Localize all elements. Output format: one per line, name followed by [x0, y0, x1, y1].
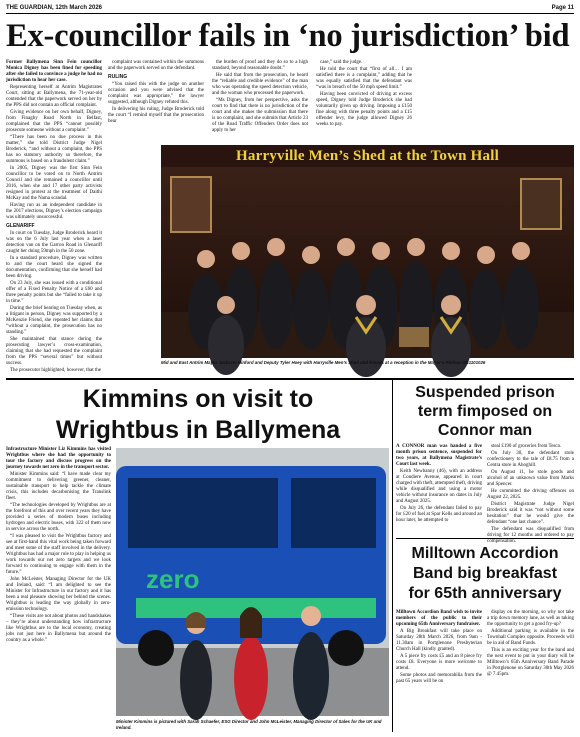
lead-subhead-glenariff: GLENARIFF — [6, 223, 35, 229]
paragraph: A CONNOR man was handed a five month prison sentence, suspended for two years, at Ballymena Magistrate’s Court last week. — [396, 444, 482, 467]
lead-col3-body — [212, 60, 308, 134]
paragraph: Milltown Accordion Band wish to invite members of the public to their upcoming 65th Anniversary fundraiser. — [396, 610, 482, 627]
masthead-paper-date: THE GUARDIAN, 12th March 2026 — [6, 5, 103, 11]
lead-story-col-3 — [212, 60, 308, 142]
paragraph: He told the court that “first of all… I am satisfied there is a complaint,” adding that he was equally satisfied that the defendant was “was in breach of the 50 mph speed limit.” — [316, 67, 412, 90]
paragraph: “These visits are not about photos and handshakes – they’re about understanding how infrastructure like Wrightbus are to the local economy, creating jobs not just here in Ballymena but around the country as a whole.” — [6, 614, 111, 643]
paragraph: In delivering his ruling, Judge Broderick told the court “I remind myself that the prosecution bear — [108, 107, 204, 124]
paragraph: In a standard procedure, Digney was written to and the court heard she signed the documentation, confirming that she herself had been driving. — [6, 256, 102, 279]
connor-story-col-2 — [487, 444, 574, 544]
paragraph: In court on Tuesday, Judge Broderick heard it was on the 6 July last year when a laser detection van on the Garron Road in Glenariff caught her doing 59mph in the 50 zone. — [6, 231, 102, 254]
paragraph: A Big Breakfast will take place on Saturday 28th March 2026, from 9am - 11.30am in Portglenone Presbyterian Church Hall (kindly granted). — [396, 629, 482, 652]
connor-body-2 — [487, 444, 574, 545]
paragraph: Former Ballymena Sinn Fein councillor Monica Digney has been fined for speeding after she failed to convince a judge he had no jurisdiction to hear her case. — [6, 60, 102, 83]
milltown-headline — [396, 544, 574, 604]
milltown-headline-line-1: Milltown Accordion — [411, 545, 559, 562]
paragraph: In 2005, Digney was the first Sinn Fein councillor to be voted on to North Antrim Council and she remained a councillor until 2016, when she and 17 other party activists resigned in protest at the treatment of Daithi McKay and the Nama scandal. — [6, 166, 102, 201]
wrightbus-body — [6, 447, 111, 644]
lead-col1b-body — [6, 231, 102, 374]
paragraph: complaint was contained within the summons and the paperwork served on the defendant. — [108, 60, 204, 71]
paragraph: The defendant was disqualified from driving for 12 months and ordered to pay compensation. — [487, 527, 574, 544]
paragraph: display on the morning, so why not take a trip down memory lane, as well as taking the opportunity to get a good fry-up? — [487, 610, 574, 627]
paragraph: Keith Newbanny (46), with an address at Condiere Avenue, appeared in court charged with theft, attempted theft, driving while disqualified and using a motor vehicle without insurance on dates in July and August 2025. — [396, 469, 482, 504]
paragraph: A 5 piece fry costs £5 and an 8 piece fry costs £8. Everyone is more welcome to attend. — [396, 654, 482, 671]
paragraph: Additional parking is available in the Townhall Complex opposite. Proceeds will be in aid of Band Funds. — [487, 629, 574, 646]
paragraph: District Magistrate Judge Nigel Broderick said it was “not without some hesitation” that he would give the defendant “one last chance”. — [487, 502, 574, 525]
connor-headline-line-3: Connor man — [437, 422, 533, 439]
mens-shed-banner: Harryville Men’s Shed at the Town Hall — [161, 145, 574, 167]
masthead-page-number: Page 11 — [551, 5, 574, 11]
lead-story-col-4 — [316, 60, 412, 142]
paragraph: Minister Kimmins said: “I have made clear my commitment to delivering greener, cleaner, sustainable transport to help tackle the climate crisis, this includes decarbonising the Translink fleet. — [6, 472, 111, 501]
lead-col1-body — [6, 60, 102, 221]
paragraph: “There has been no due process in this matter,” she told District Judge Nigel Broderick, “and without a complaint, the PPS has no statutory authority so therefore, the summons is based on a fraudulent claim.” — [6, 135, 102, 164]
mens-shed-caption: Mid and East Antrim Mayor Jackson Minford and Deputy Tyler Hoey with Harryville Men’s Shed and friends at a reception in the Mayor’s Parlour.GB1101026 — [161, 360, 486, 365]
wrightbus-bus-photo — [116, 448, 389, 716]
lead-col2b-body — [108, 82, 204, 125]
milltown-body-2 — [487, 610, 574, 678]
wrightbus-headline — [6, 384, 390, 446]
connor-headline-line-2: term fimposed on — [417, 403, 553, 420]
mens-shed-group-photo — [161, 167, 574, 358]
paragraph: The prosecutor highlighted, however, that the — [10, 368, 102, 373]
paragraph: case,” said the judge. — [320, 60, 363, 65]
paragraph: steal £190 of groceries from Tesco. — [491, 444, 562, 449]
connor-headline-line-1: Suspended prison — [415, 384, 555, 401]
paragraph: Infrastructure Minister Liz Kimmins has visited Wrightbus where she had the opportunity to tour the factory and discuss progress on the journey towards net zero in the transport sector. — [6, 447, 111, 470]
connor-story-col-1 — [396, 444, 482, 536]
section-divider-top — [6, 378, 574, 380]
milltown-story-col-2 — [487, 610, 574, 734]
paragraph: Giving evidence on her own behalf, Digney, from Finaghy Road North in Belfast, complained that the PPS “cannot possibly prosecute someone without a complaint.” — [6, 110, 102, 133]
paragraph: On 23 July, she was issued with a conditional offer of a Fixed Penalty Notice of a £60 and three penalty points but she “failed to take it up in time.” — [6, 281, 102, 304]
wrightbus-headline-line-1: Kimmins on visit to — [82, 385, 314, 413]
lead-story-col-1 — [6, 60, 102, 376]
paragraph: “I was pleased to visit the Wrightbus factory and see at first-hand this vital work being taken forward and meet some of the staff involved in the delivery. Wrightbus has had a major role to play in helping us work towards our net zero targets and we look forward to continuing to engage with them in the future.” — [6, 534, 111, 575]
mens-shed-photo — [161, 145, 574, 358]
column-divider — [392, 380, 393, 732]
paragraph: Some photos and memorabilia from the past 65 years will be on — [396, 673, 482, 684]
wrightbus-story-col — [6, 447, 111, 731]
paragraph: He committed the driving offences on August 22, 2025. — [487, 489, 574, 500]
paragraph: Having run as an independent candidate in the 2017 elections, Digney’s election campaign was ultimately unsuccessful. — [6, 203, 102, 220]
lead-col4-body — [316, 60, 412, 128]
paragraph: Having been convicted of driving at excess speed, Digney told Judge Broderick she had voluntarily given up driving. Imposing a £150 fine along with three penalty points and a £15 offender levy, the judge allowed Digney 26 weeks to pay. — [316, 92, 412, 127]
paragraph: “You raised this with the judge on another occasion and you were advised that the complaint was appropriate,” the lawyer suggested, although Digney refuted this. — [108, 82, 204, 105]
bus-livery-text: zero — [146, 564, 200, 594]
paragraph: During the brief hearing on Tuesday when, as a litigant in person, Digney was supported by a McKenzie Friend, she repeated her claims that “without a complaint, the prosecution has no standing.” — [6, 306, 102, 335]
wrightbus-caption: Minister Kimmins is pictured with Sarah Schaefer, ESG Director and John McLeister, Managing Director of Sales for the UK and Ireland. — [116, 719, 382, 730]
paragraph: Representing herself at Antrim Magistrates Court, sitting at Ballymena, the 71-year-old contended that the paperwork served on her by the PPS did not contain an official complaint. — [6, 85, 102, 108]
lead-col2-body — [108, 60, 204, 72]
lead-story-col-2 — [108, 60, 204, 142]
connor-body-1 — [396, 444, 482, 524]
milltown-headline-line-2: Band big breakfast — [412, 565, 558, 582]
paragraph: This is an exciting year for the band and the next event to put in your diary will be Milltown’s 65th Anniversary Band Parade in Portglenone on Saturday 30th May 2026 @ 7.45pm. — [487, 648, 574, 677]
paragraph: On August 11, he stole goods and alcohol of an unknown value from Marks and Spencer. — [487, 470, 574, 487]
paragraph: He said that from the prosecution, he heard the “reliable and credible evidence” of the man who was operating the speed detection vehicle, and the woman who processed the paperwork. — [212, 73, 308, 96]
milltown-headline-line-3: for 65th anniversary — [408, 585, 562, 602]
paragraph: John McLeister, Managing Director for the UK and Ireland, said: “I am delighted to see the Minister for Infrastructure in our factory and it has been a real pleasure showing her behind the scenes. Wrightbus is leading the way globally in zero-emission technology. — [6, 577, 111, 612]
section-divider-right — [396, 538, 574, 539]
paragraph: the burden of proof and they do so to a high standard, beyond reasonable doubt.” — [212, 60, 308, 71]
wrightbus-photo — [116, 448, 389, 716]
milltown-body-1 — [396, 610, 482, 685]
masthead — [6, 3, 574, 14]
paragraph: She maintained that stance during the prosecuting lawyer’s cross-examination, claiming that she had requested the complaint from the PPS “several times” but without success. — [6, 337, 102, 366]
paragraph: “Ms Digney, from her perspective, asks the court to find that there is no jurisdiction of the court and she makes the submission that there is no complaint, and she submits that Article 23 of the Road Traffic Offenders Order does not apply to her — [212, 98, 308, 133]
connor-man-headline — [396, 383, 574, 440]
lead-headline: Ex-councillor fails in ‘no jurisdiction’ bid — [6, 18, 570, 54]
paragraph: On July 26, the defendant failed to pay for £20 of fuel at Spar Kells and around an hour later, he attempted to — [396, 506, 482, 523]
wrightbus-headline-line-2: Wrightbus in Ballymena — [55, 416, 341, 444]
lead-subhead-ruling: RULING — [108, 74, 128, 80]
milltown-story-col-1 — [396, 610, 482, 734]
paragraph: On July 30, the defendant stole confectionery to the tale of £8.75 from a Centra store in Ahoghill. — [487, 451, 574, 468]
paragraph: “The technologies developed by Wrightbus are at the forefront of this and over recent years they have provided a series of modern buses including hydrogen and electric buses, with 322 of them now in service across the north. — [6, 503, 111, 532]
